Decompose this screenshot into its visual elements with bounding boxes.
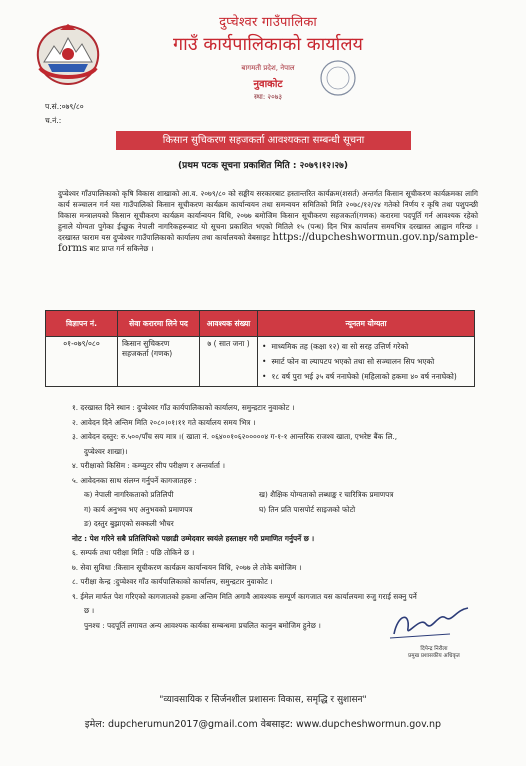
province-name: बागमती प्रदेश, नेपाल <box>241 64 295 72</box>
punascha-text: पुनश्च : पदपूर्ति लगायत अन्य आवश्यक कार्यका सम्बन्धमा प्रचलित कानुन बमोजिम हुनेछ । <box>84 620 321 630</box>
office-stamp-icon <box>318 58 358 98</box>
signer-name: दिपेन्द्र निरौला <box>420 646 448 652</box>
list-item: ९. ईमेल मार्फत पेश गरिएको कागजातको हकमा अन्तिम मिति अगावै आवश्यक सम्पूर्ण कागजात यस कार्यालयमा रुजु गराई सक्नु पर्ने <box>72 591 417 601</box>
office-name: गाउँ कार्यपालिकाको कार्यालय <box>173 34 363 55</box>
signer-block <box>384 646 484 660</box>
conditions-list <box>72 401 472 633</box>
requirement-item: • माध्यमिक तह (कक्षा १२) वा सो सरह उत्तिर्ण गरेको <box>262 339 470 354</box>
header-requirements: न्यूनतम योग्यता <box>258 311 475 337</box>
cell-post: किसान सुचिकरण सहजकर्ता (गणक) <box>118 337 200 387</box>
email-label: इमेल: <box>84 719 105 730</box>
list-item: ७. सेवा सुविधा :किसान सूचीकरण कार्यक्रम कार्यान्वयन विधि, २०७७ ले तोके बमोजिम । <box>72 562 302 572</box>
footer-slogan: "व्यावसायिक र सिर्जनशील प्रशासनः विकास, समृद्धि र सुशासन" <box>159 695 367 705</box>
reference-block <box>45 100 84 128</box>
cell-requirements <box>258 337 475 387</box>
header-count: आवश्यक संख्या <box>200 311 258 337</box>
paragraph-text: दुप्चेश्वर गाँउपालिकाको कृषि विकास शाखाको आ.व. २०७९/८० को सङ्घीय सरकारबाट हस्तान्तरित कार्यक्रम(शसर्त) अन्तर्गत किसान सूचीकरण कार्यक्रमका लागि कार्य सञ्चालन गर्न यस गाउँपालिको किसान सूचीकरण कार्यक्रम कार्यान्वयन तथा समन्वयन समितिको मिति २०७८/१२/२४ गतेको निर्णय र कृषि तथा पशुपन्छी विकास मन्त्रालयको किसान सूचीकरण कार्यक्रम कार्यान्वयन विधि, २०७७ बमोजिम किसान सूचीकरण सहजकर्ता(गणक) करारमा पदपूर्ति गर्न आवश्यक रहेको हुनाले योग्यता पुगेका ईच्छुक नेपाली नागरिकहरूबाट यो सूचना प्रकाशित भएको मितिले १५ (पन्ध) दिन भित्र कार्यालय समयभित्र दरखास्त आह्वान गरिन्छ । दरखास्त फाराम यस दुप्चेश्वर गाउँपालिकाको कार्यालय तथा कार्यालयको वेबसाइट <box>58 189 478 242</box>
signature-icon <box>380 604 480 644</box>
list-item: छ । <box>84 606 95 615</box>
document-item: ङ) दस्तुर बुझाएको सक्कली भौचर <box>84 519 174 528</box>
document-item: ख) शैक्षिक योग्यताको लब्धाङ्क र चारित्रिक प्रमाणपत्र <box>259 490 394 499</box>
requirement-item: • स्मार्ट फोन वा ल्यापटप भएको तथा सो सञ्चालन सिप भएको <box>262 354 470 369</box>
documents-list <box>72 488 472 532</box>
header-adv-no: विज्ञापन नं. <box>46 311 118 337</box>
list-item: २. आवेदन दिने अन्तिम मिति २०८०।०१।११ गते कार्यालय समय भित्र । <box>72 417 256 427</box>
requirement-item: • १८ वर्ष पुरा भई ३५ वर्ष ननाघेको (महिलाको हकमा ४० वर्ष ननाघेको) <box>262 369 470 384</box>
notice-paragraph <box>58 188 478 254</box>
cell-adv-no: ०१-०७९/०८० <box>46 337 118 387</box>
notice-title: किसान सुचिकरण सहजकर्ता आवश्यकता सम्बन्धी सूचना <box>116 131 411 150</box>
list-item: ५. आवेदनका साथ संलग्न गर्नुपर्ने कागजातहरु : <box>72 475 197 485</box>
note-text: नोट : पेश गरिने सबै प्रतिलिपिको पछाडी उम्मेदवार स्वयंले हस्ताक्षर गरी प्रमाणित गर्नुपर्ने छ । <box>72 533 315 543</box>
website-footer-link[interactable]: www.dupcheshwormun.gov.np <box>296 719 442 730</box>
cell-count: ७ ( सात जना ) <box>200 337 258 387</box>
web-label: वेबसाइट: <box>260 719 293 730</box>
document-item: ग) कार्य अनुभव भए अनुभवको प्रमाणपत्र <box>84 504 193 514</box>
district-name: नुवाकोट <box>253 79 283 90</box>
dispatch-number: च.नं.: <box>45 116 62 125</box>
list-item: ४. परीक्षाको किसिम : कम्प्युटर सीप परीक्षण र अन्तर्वार्ता । <box>72 461 226 470</box>
list-item: ३. आवेदन दस्तुर: रु.५००/पाँच सय मात्र ।( खाता नं. ०६४००१०६२०००००४ ग-१-१ आन्तरिक राजश्व खाता, एभरेष्ट बैंक लि., <box>72 432 398 441</box>
list-item: ६. सम्पर्क तथा परीक्षा मिति : पछि तोकिने छ । <box>72 548 195 557</box>
established-year: स्था: २०७३ <box>253 93 282 101</box>
notice-subtitle: (प्रथम पटक सूचना प्रकाशित मिति : २०७९।१२।२७) <box>178 161 348 171</box>
website-link[interactable]: https://dupcheshwormun.gov.np/sample-forms <box>58 232 479 254</box>
header-post: सेवा करारमा लिने पद <box>118 311 200 337</box>
list-item: १. दरखास्त दिने स्थान : दुप्चेश्वर गाँउ कार्यपालिकाको कार्यालय, समुन्द्रटार नुवाकोट । <box>72 403 295 412</box>
list-item: दुप्चेश्वर शाखा)। <box>84 446 128 456</box>
vacancy-table <box>45 310 475 387</box>
email-link[interactable]: dupcherumun2017@gmail.com <box>107 719 258 730</box>
paragraph-end: बाट प्राप्त गर्न सकिनेछ । <box>89 244 154 253</box>
nepal-emblem-icon <box>30 22 106 88</box>
footer-contact <box>0 717 526 730</box>
list-item: ८. परीक्षा केन्द्र :दुप्चेश्वर गाँउ कार्यपालिकाको कार्यालय, समुन्द्रटार नुवाकोट । <box>72 577 273 586</box>
organization-name: दुप्चेश्वर गाउँपालिका <box>219 15 317 30</box>
document-item: घ) तिन प्रति पासपोर्ट साइजको फोटो <box>259 504 356 514</box>
signer-role: प्रमुख प्रशासकीय अधिकृत <box>408 653 460 659</box>
document-item: क) नेपाली नागरिकताको प्रतिलिपी <box>84 490 174 499</box>
table-row <box>46 337 475 387</box>
ref-number: प.सं.:०७९/८० <box>45 102 84 111</box>
